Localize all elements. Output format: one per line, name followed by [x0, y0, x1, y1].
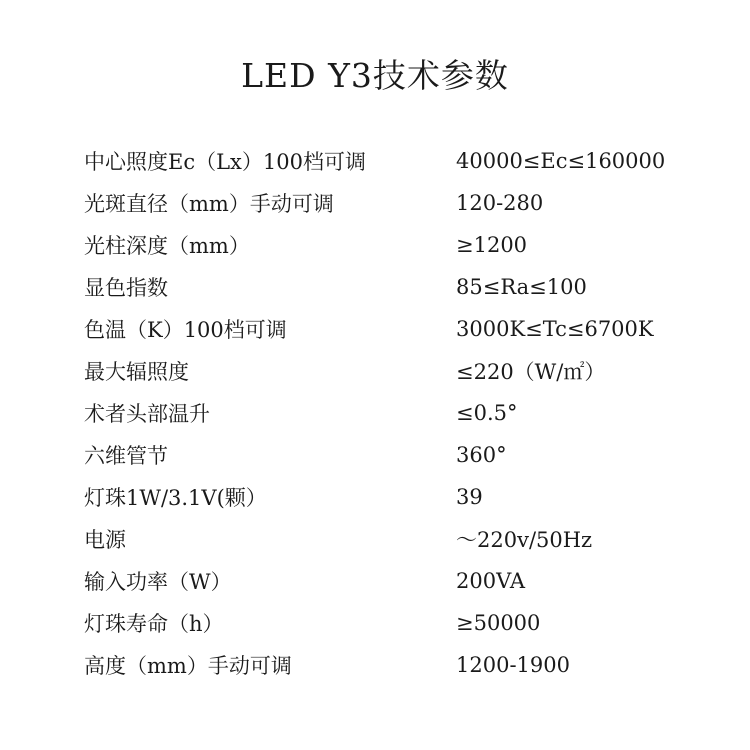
spec-value: ≥50000: [456, 611, 541, 635]
spec-label: 高度（mm）手动可调: [84, 654, 292, 678]
spec-value: 39: [456, 485, 483, 509]
spec-row: [84, 266, 714, 308]
spec-value: 360°: [456, 443, 507, 467]
spec-value: ～220v/50Hz: [456, 528, 593, 552]
spec-row: [84, 392, 714, 434]
spec-row: [84, 182, 714, 224]
spec-value: ≤220（W/㎡）: [456, 360, 606, 384]
spec-label: 电源: [84, 528, 126, 552]
spec-value: 1200-1900: [456, 653, 570, 677]
spec-table: [84, 140, 714, 686]
spec-row: [84, 350, 714, 392]
spec-row: [84, 602, 714, 644]
spec-value: ≤0.5°: [456, 401, 518, 425]
spec-label: 六维管节: [84, 444, 168, 468]
spec-row: [84, 476, 714, 518]
spec-label: 光斑直径（mm）手动可调: [84, 192, 334, 216]
spec-label: 显色指数: [84, 276, 168, 300]
spec-row: [84, 518, 714, 560]
spec-value: 40000≤Ec≤160000: [456, 149, 666, 173]
spec-label: 术者头部温升: [84, 402, 210, 426]
spec-label: 灯珠1W/3.1V(颗）: [84, 486, 267, 510]
spec-label: 中心照度Ec（Lx）100档可调: [84, 150, 366, 174]
spec-value: 120-280: [456, 191, 544, 215]
spec-value: 85≤Ra≤100: [456, 275, 587, 299]
spec-label: 光柱深度（mm）: [84, 234, 250, 258]
spec-label: 色温（K）100档可调: [84, 318, 287, 342]
spec-value: ≥1200: [456, 233, 528, 257]
spec-label: 输入功率（W）: [84, 570, 232, 594]
spec-row: [84, 434, 714, 476]
spec-row: [84, 560, 714, 602]
spec-row: [84, 308, 714, 350]
spec-row: [84, 140, 714, 182]
spec-row: [84, 224, 714, 266]
page-title: LED Y3技术参数: [241, 56, 509, 95]
spec-label: 灯珠寿命（h）: [84, 612, 224, 636]
spec-label: 最大辐照度: [84, 360, 189, 384]
spec-value: 200VA: [456, 569, 525, 593]
spec-value: 3000K≤Tc≤6700K: [456, 317, 654, 341]
spec-row: [84, 644, 714, 686]
